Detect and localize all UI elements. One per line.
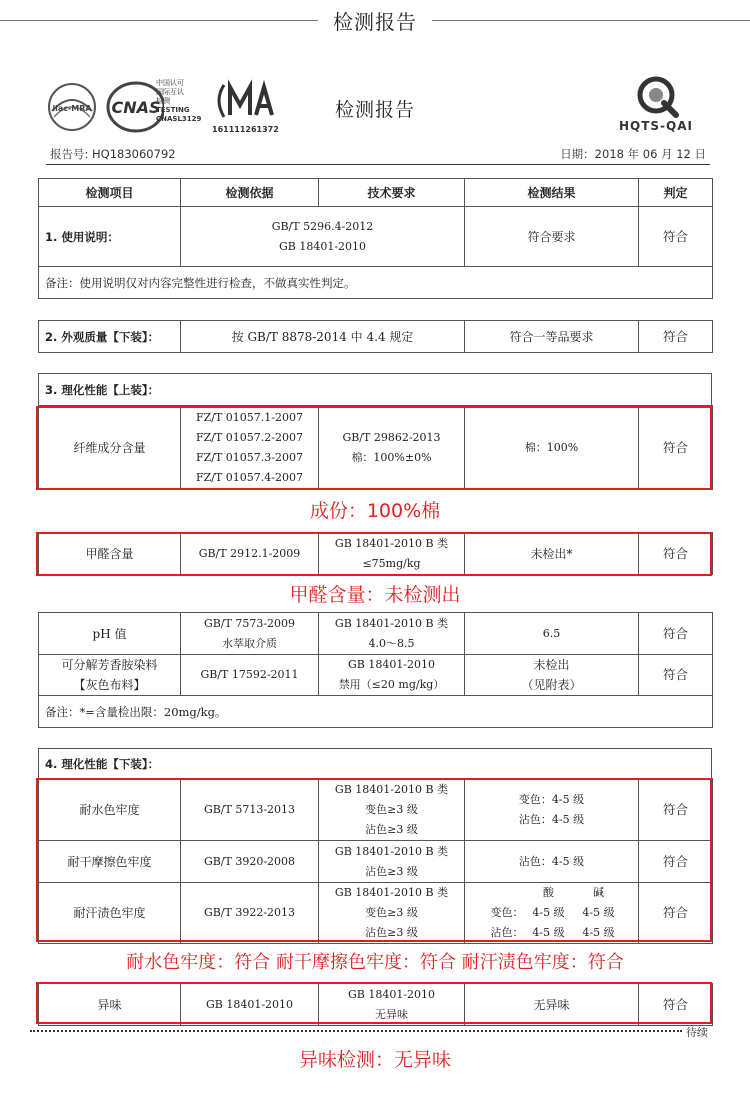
- caption-fiber: 成份：100%棉: [309, 500, 441, 522]
- water-req-1: GB 18401-2010 B 类: [334, 782, 449, 796]
- azo-req-1: GB 18401-2010: [347, 658, 436, 671]
- water-result-1: 变色：4-5 级: [518, 792, 585, 806]
- ph-verdict: 符合: [639, 613, 713, 655]
- ph-requirement: [319, 613, 465, 655]
- azo-verdict: 符合: [639, 655, 713, 696]
- sweat-verdict: 符合: [639, 883, 713, 944]
- sweat-row2-label: 沾色：: [490, 926, 524, 939]
- ph-item: pH 值: [39, 613, 181, 655]
- usage-note: 备注：使用说明仅对内容完整性进行检查，不做真实性判定。: [39, 267, 713, 299]
- table-upper-header: [38, 373, 712, 406]
- usage-basis-1: GB/T 5296.4-2012: [271, 219, 374, 233]
- sweat-alkali-label: 碱: [593, 886, 604, 899]
- header-divider: [46, 164, 710, 165]
- odor-verdict: 符合: [639, 984, 713, 1026]
- ph-result: 6.5: [465, 613, 639, 655]
- formaldehyde-result: 未检出*: [465, 533, 639, 575]
- fiber-verdict: 符合: [639, 406, 713, 490]
- odor-result: 无异味: [465, 984, 639, 1026]
- usage-verdict: 符合: [639, 207, 713, 267]
- rub-req-2: 沾色≥3 级: [365, 864, 418, 878]
- sweat-row1-label: 变色：: [490, 906, 524, 919]
- water-req-3: 沾色≥3 级: [365, 822, 418, 836]
- cnas-sub-4: TESTING: [156, 106, 190, 114]
- usage-basis-2: GB 18401-2010: [278, 239, 367, 253]
- azo-basis: GB/T 17592-2011: [181, 655, 319, 696]
- fiber-basis-4: FZ/T 01057.4-2007: [195, 470, 303, 484]
- sweat-basis: GB/T 3922-2013: [181, 883, 319, 944]
- col-header-verdict: 判定: [639, 179, 713, 207]
- ph-basis: [181, 613, 319, 655]
- formaldehyde-item: 甲醛含量: [39, 533, 181, 575]
- report-number: 报告号: HQ183060792: [50, 147, 176, 161]
- appearance-label: 2. 外观质量【下装】：: [39, 321, 181, 353]
- formaldehyde-basis: GB/T 2912.1-2009: [181, 533, 319, 575]
- table-lower-header: [38, 748, 712, 779]
- table-appearance: [38, 320, 713, 353]
- highlight-fiber: [36, 406, 712, 490]
- fiber-req-2: 棉：100%±0%: [351, 450, 432, 464]
- fiber-basis-2: FZ/T 01057.2-2007: [195, 430, 303, 444]
- usage-label: 1. 使用说明：: [39, 207, 181, 267]
- usage-basis: [181, 207, 465, 267]
- ph-req-2: 4.0～8.5: [368, 636, 415, 650]
- fiber-basis-3: FZ/T 01057.3-2007: [195, 450, 303, 464]
- azo-requirement: [319, 655, 465, 696]
- sweat-req-3: 沾色≥3 级: [365, 926, 418, 939]
- sweat-acid-label: 酸: [543, 886, 554, 899]
- water-basis: GB/T 5713-2013: [181, 779, 319, 841]
- col-header-requirement: 技术要求: [319, 179, 465, 207]
- table-row: [39, 321, 713, 353]
- sweat-req-1: GB 18401-2010 B 类: [334, 886, 449, 899]
- rub-result: 沾色：4-5 级: [465, 841, 639, 883]
- azo-result: [465, 655, 639, 696]
- azo-item: [39, 655, 181, 696]
- water-item: 耐水色牢度: [39, 779, 181, 841]
- fiber-result: 棉：100%: [465, 406, 639, 490]
- caption-colorfastness: 耐水色牢度：符合 耐干摩擦色牢度：符合 耐汗渍色牢度：符合: [126, 952, 624, 973]
- highlight-odor: [36, 982, 712, 1024]
- sweat-req-2: 变色≥3 级: [365, 906, 418, 919]
- cnas-sub-5: CNASL3129: [156, 115, 202, 123]
- formaldehyde-req-2: ≤75mg/kg: [362, 556, 421, 570]
- appearance-basis: 按 GB/T 8878-2014 中 4.4 规定: [181, 321, 465, 353]
- sweat-row2-alkali: 4-5 级: [582, 926, 615, 939]
- odor-basis: GB 18401-2010: [181, 984, 319, 1026]
- sweat-row1-alkali: 4-5 级: [582, 906, 615, 919]
- cnas-sub-2: 国际互认: [156, 88, 184, 96]
- caption-odor: 异味检测：无异味: [298, 1049, 451, 1071]
- ph-req-1: GB 18401-2010 B 类: [334, 616, 449, 630]
- sweat-row2-acid: 4-5 级: [532, 926, 565, 939]
- azo-item-1: 可分解芳香胺染料: [61, 658, 158, 672]
- cnas-text: CNAS: [111, 98, 161, 117]
- odor-item: 异味: [39, 984, 181, 1026]
- caption-formaldehyde: 甲醛含量：未检测出: [289, 584, 461, 606]
- col-header-item: 检测项目: [39, 179, 181, 207]
- water-result-2: 沾色：4-5 级: [518, 812, 585, 826]
- page-header: [0, 0, 750, 40]
- appearance-verdict: 符合: [639, 321, 713, 353]
- table-row: [39, 613, 713, 655]
- ph-basis-1: GB/T 7573-2009: [203, 616, 296, 630]
- rub-basis: GB/T 3920-2008: [181, 841, 319, 883]
- col-header-result: 检测结果: [465, 179, 639, 207]
- upper-note: 备注：*=含量检出限：20mg/kg。: [39, 696, 713, 728]
- highlight-colorfastness: [36, 778, 712, 942]
- cnas-sub-1: 中国认可: [156, 79, 184, 87]
- continued-label: 待续: [686, 1026, 708, 1039]
- table-row: [39, 207, 713, 267]
- table-row: [39, 374, 712, 406]
- ilac-text: ilac-MRA: [52, 104, 92, 113]
- cma-number: 161111261372: [212, 125, 279, 134]
- sweat-row1-acid: 4-5 级: [532, 906, 565, 919]
- highlight-formaldehyde: [36, 532, 712, 576]
- col-header-basis: 检测依据: [181, 179, 319, 207]
- usage-result: 符合要求: [465, 207, 639, 267]
- table-row: [39, 655, 713, 696]
- continuation-dotted-line: [30, 1030, 682, 1032]
- page-title: 检测报告: [333, 10, 417, 34]
- appearance-result: 符合一等品要求: [465, 321, 639, 353]
- water-req-2: 变色≥3 级: [365, 802, 418, 816]
- report-title: 检测报告: [334, 99, 415, 121]
- formaldehyde-req-1: GB 18401-2010 B 类: [334, 536, 449, 550]
- header-rule-right: [432, 20, 750, 21]
- rub-item: 耐干摩擦色牢度: [39, 841, 181, 883]
- sweat-item: 耐汗渍色牢度: [39, 883, 181, 944]
- table-row: [39, 696, 713, 728]
- lower-label: 4. 理化性能【下装】：: [39, 749, 712, 779]
- table-usage: [38, 178, 713, 299]
- report-date: 日期：2018 年 06 月 12 日: [560, 147, 706, 161]
- formaldehyde-verdict: 符合: [639, 533, 713, 575]
- ph-basis-2: 水萃取介质: [222, 636, 277, 650]
- rub-verdict: 符合: [639, 841, 713, 883]
- odor-req-1: GB 18401-2010: [347, 987, 436, 1001]
- fiber-basis-1: FZ/T 01057.1-2007: [195, 410, 303, 424]
- fiber-item: 纤维成分含量: [39, 406, 181, 490]
- table-ph-azo: [38, 612, 713, 728]
- azo-result-1: 未检出: [533, 658, 570, 672]
- table-row: [39, 267, 713, 299]
- water-verdict: 符合: [639, 779, 713, 841]
- rub-req-1: GB 18401-2010 B 类: [334, 844, 449, 858]
- table-row: [39, 749, 712, 779]
- odor-req-2: 无异味: [375, 1007, 408, 1021]
- azo-result-2: （见附表）: [521, 678, 582, 692]
- fiber-req-1: GB/T 29862-2013: [342, 430, 441, 444]
- azo-item-2: 【灰色布料】: [73, 678, 146, 692]
- azo-req-2: 禁用（≤20 mg/kg）: [338, 678, 445, 691]
- hqts-text: HQTS-QAI: [618, 119, 693, 133]
- cnas-sub-3: 检测: [156, 97, 170, 105]
- header-rule-left: [0, 20, 318, 21]
- table-header-row: [39, 179, 713, 207]
- upper-label: 3. 理化性能【上装】：: [39, 374, 712, 406]
